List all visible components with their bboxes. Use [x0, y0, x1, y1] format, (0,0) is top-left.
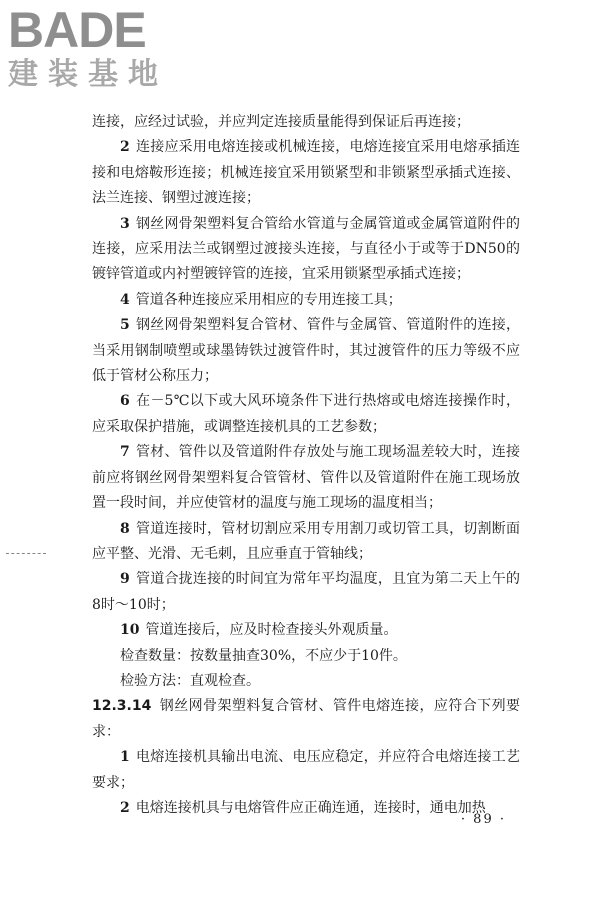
page-number: · 89 ·	[460, 812, 506, 827]
item-text: 管材、管件以及管道附件存放处与施工现场温差较大时，连接前应将钢丝网骨架塑料复合管管材、管件以及管道附件在施工现场放置一段时间，并应使管材的温度与施工现场的温度相当；	[92, 444, 520, 512]
paragraph-continuation: 连接，应经过试验，并应判定连接质量能得到保证后再连接；	[92, 114, 470, 130]
item-text: 电熔连接机具与电熔管件应正确连通，连接时，通电加热	[135, 799, 486, 816]
item-text: 管道连接后，应及时检查接头外观质量。	[145, 622, 398, 639]
list-item-5	[92, 313, 520, 389]
item-number: 5	[120, 317, 130, 334]
check-method: 检验方法：直观检查。	[120, 672, 260, 689]
list-item-4	[92, 288, 520, 313]
item-number: 2	[120, 799, 130, 816]
list-item-8	[92, 517, 520, 568]
item-number: 6	[120, 393, 130, 410]
item-text: 在－5℃以下或大风环境条件下进行热熔或电熔连接操作时，应采取保护措施，或调整连接机具的工艺参数；	[92, 393, 520, 435]
sub-item-2	[92, 796, 520, 821]
list-item-3	[92, 212, 520, 288]
list-item-2	[92, 135, 520, 211]
item-number: 8	[120, 520, 130, 537]
logo-subtitle: 建装基地	[8, 57, 168, 92]
item-text: 钢丝网骨架塑料复合管材、管件与金属管、管道附件的连接，当采用钢制喷塑或球墨铸铁过渡管件时，其过渡管件的压力等级不应低于管材公称压力；	[92, 317, 520, 385]
list-item-7	[92, 440, 520, 516]
article-text: 钢丝网骨架塑料复合管材、管件电熔连接，应符合下列要求：	[92, 698, 520, 740]
article-number: 12.3.14	[92, 698, 152, 715]
item-number: 7	[120, 444, 130, 461]
item-text: 管道合拢连接的时间宜为常年平均温度，且宜为第二天上午的8时～10时；	[92, 571, 520, 613]
sub-item-1	[92, 745, 520, 796]
item-number: 10	[120, 622, 140, 639]
item-number: 4	[120, 291, 130, 308]
item-text: 管道连接时，管材切割应采用专用割刀或切管工具，切割断面应平整、光滑、无毛刺，且应垂直于管轴线；	[92, 520, 520, 562]
item-number: 9	[120, 571, 130, 588]
document-body	[92, 110, 520, 821]
item-number: 1	[120, 749, 130, 766]
logo-wordmark: BADE	[8, 2, 146, 58]
margin-mark	[6, 553, 46, 557]
check-quantity: 检查数量：按数量抽查30%，不应少于10件。	[120, 647, 407, 664]
item-text: 钢丝网骨架塑料复合管给水管道与金属管道或金属管道附件的连接，应采用法兰或钢塑过渡接头连接，与直径小于或等于DN50的镀锌管道或内衬塑镀锌管的连接，宜采用锁紧型承插式连接；	[92, 215, 520, 283]
list-item-9	[92, 567, 520, 618]
item-text: 管道各种连接应采用相应的专用连接工具；	[135, 291, 402, 308]
list-item-6	[92, 389, 520, 440]
item-number: 2	[120, 139, 130, 156]
list-item-10	[92, 618, 520, 643]
item-text: 连接应采用电熔连接或机械连接，电熔连接宜采用电熔承插连接和电熔鞍形连接；机械连接宜采用锁紧型和非锁紧型承插式连接、法兰连接、钢塑过渡连接；	[92, 139, 520, 207]
item-number: 3	[120, 215, 130, 232]
item-text: 电熔连接机具输出电流、电压应稳定，并应符合电熔连接工艺要求；	[92, 749, 520, 791]
article-12-3-14	[92, 694, 520, 745]
brand-logo	[8, 4, 178, 92]
